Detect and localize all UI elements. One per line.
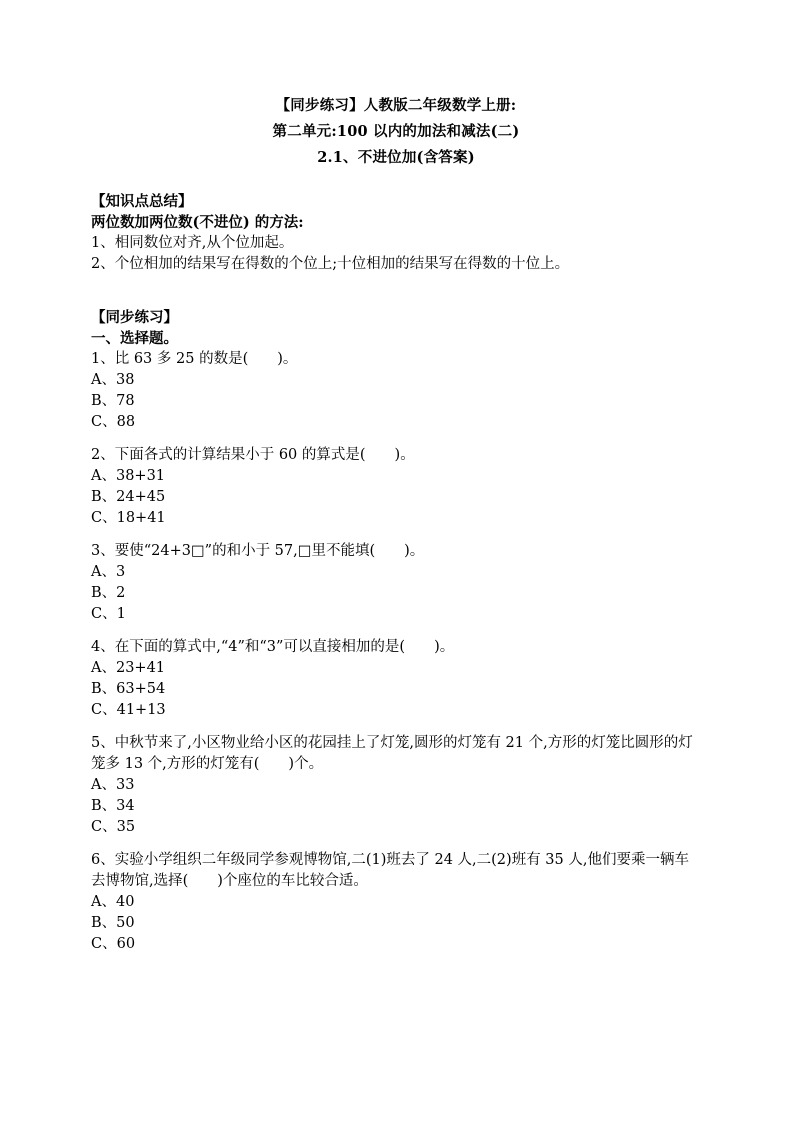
title-line-2: 第二单元:100 以内的加法和减法(二): [272, 123, 520, 140]
title-line-1: 【同步练习】人教版二年级数学上册:: [275, 97, 517, 114]
question-4-option-b: B、63+54: [91, 681, 166, 697]
question-4-stem: 4、在下面的算式中,“4”和“3”可以直接相加的是( )。: [91, 639, 455, 655]
title-line-3: 2.1、不进位加(含答案): [317, 149, 475, 166]
question-6-option-c: C、60: [91, 936, 136, 952]
question-1-stem: 1、比 63 多 25 的数是( )。: [91, 351, 298, 367]
knowledge-point-2: 2、个位相加的结果写在得数的个位上;十位相加的结果写在得数的十位上。: [91, 256, 570, 272]
document-content: [91, 93, 701, 955]
question-3-option-a: A、3: [91, 564, 126, 580]
question-1-option-b: B、78: [91, 393, 135, 409]
question-5-option-a: A、33: [91, 777, 135, 793]
question-3-stem: 3、要使“24+3□”的和小于 57,□里不能填( )。: [91, 543, 425, 559]
question-2-option-c: C、18+41: [91, 510, 166, 526]
question-2-option-a: A、38+31: [91, 468, 166, 484]
practice-heading: 【同步练习】: [91, 309, 178, 326]
question-1-option-a: A、38: [91, 372, 135, 388]
question-3-option-c: C、1: [91, 606, 126, 622]
question-5-option-c: C、35: [91, 819, 136, 835]
question-5-stem: 5、中秋节来了,小区物业给小区的花园挂上了灯笼,圆形的灯笼有 21 个,方形的灯笼比圆形的灯笼多 13 个,方形的灯笼有( )个。: [91, 735, 693, 772]
question-2-option-b: B、24+45: [91, 489, 166, 505]
question-3-option-b: B、2: [91, 585, 126, 601]
question-5-option-b: B、34: [91, 798, 135, 814]
question-4-option-a: A、23+41: [91, 660, 166, 676]
question-4-option-c: C、41+13: [91, 702, 166, 718]
knowledge-heading: 【知识点总结】: [91, 193, 193, 210]
knowledge-point-1: 1、相同数位对齐,从个位加起。: [91, 235, 294, 251]
section-title-choice: 一、选择题。: [91, 330, 178, 347]
question-6-stem: 6、实验小学组织二年级同学参观博物馆,二(1)班去了 24 人,二(2)班有 35 人,他们要乘一辆车去博物馆,选择( )个座位的车比较合适。: [91, 852, 689, 889]
knowledge-subheading: 两位数加两位数(不进位) 的方法:: [91, 214, 304, 231]
question-1-option-c: C、88: [91, 414, 136, 430]
question-6-option-a: A、40: [91, 894, 135, 910]
question-6-option-b: B、50: [91, 915, 135, 931]
question-2-stem: 2、下面各式的计算结果小于 60 的算式是( )。: [91, 447, 415, 463]
